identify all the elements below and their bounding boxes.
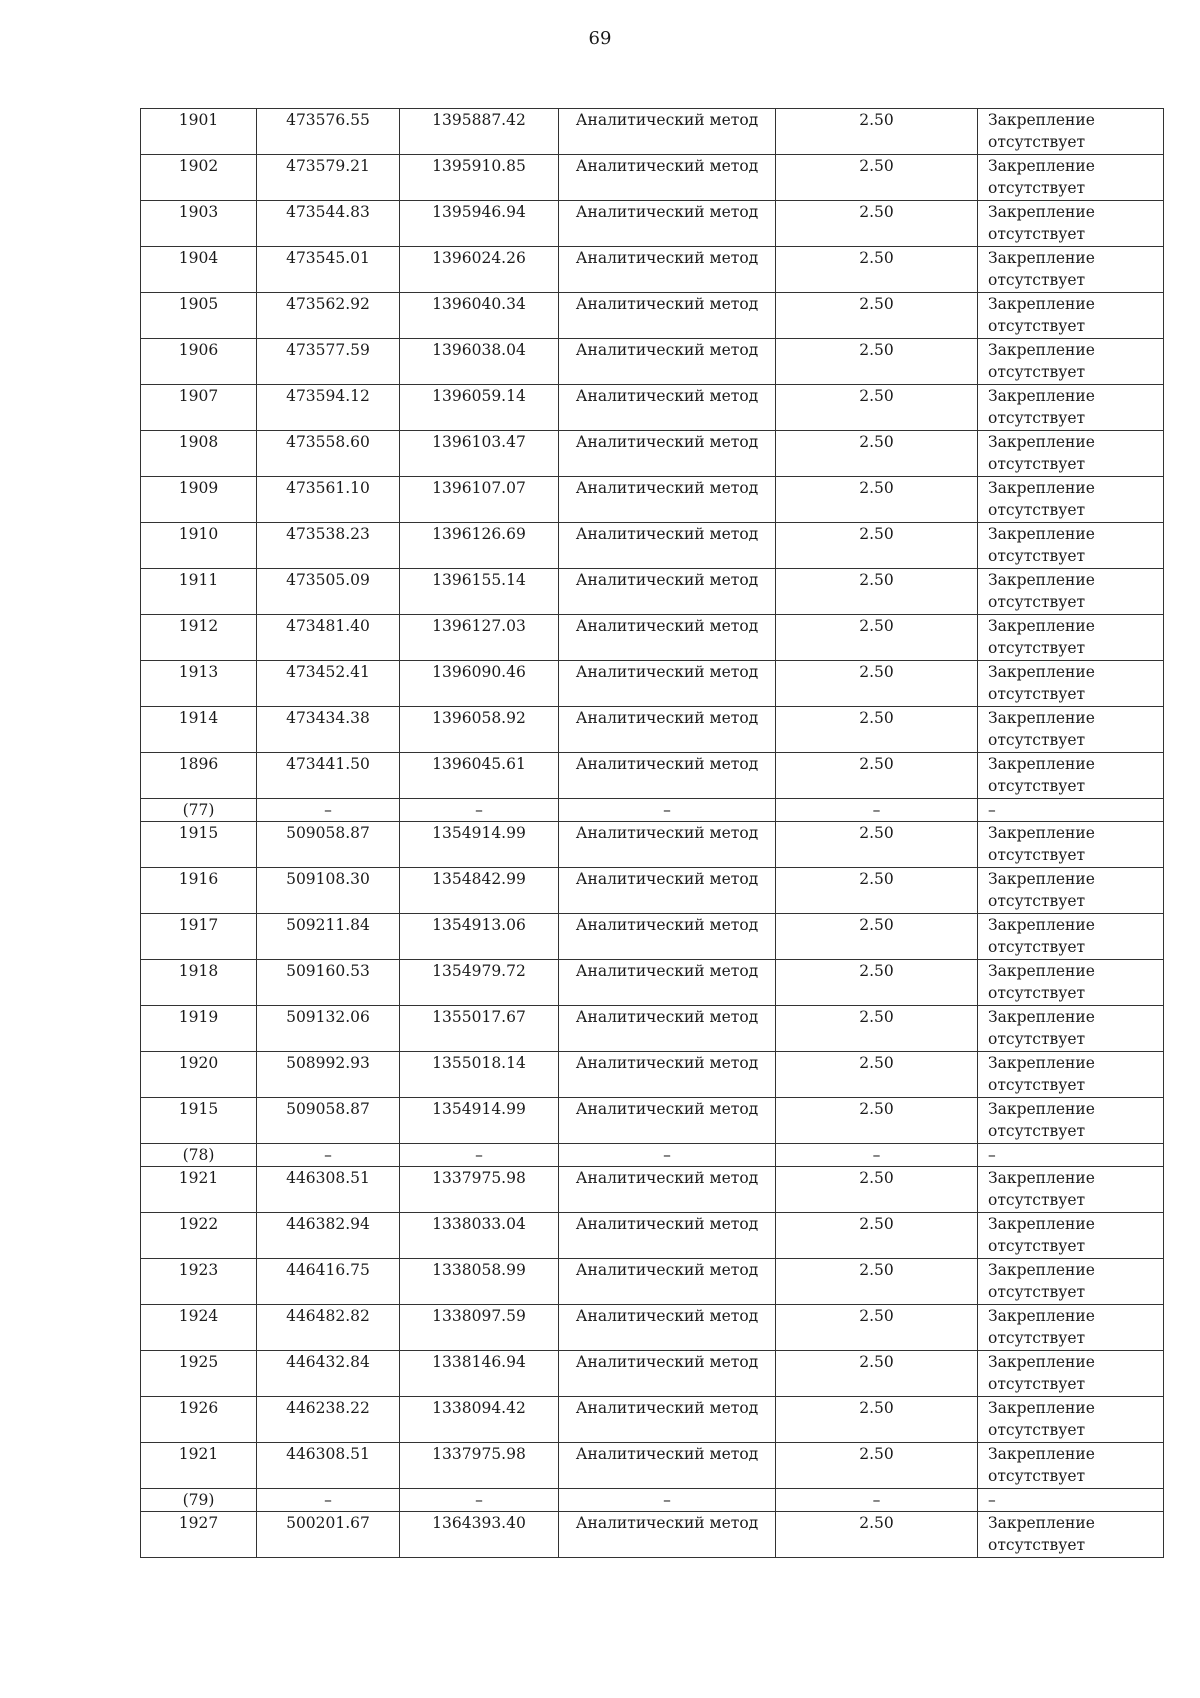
method-cell: Аналитический метод <box>559 477 776 523</box>
fixing-status-cell: Закрепление отсутствует <box>978 1305 1164 1351</box>
method-cell: Аналитический метод <box>559 914 776 960</box>
accuracy-cell: 2.50 <box>776 1052 978 1098</box>
fixing-status-cell: Закрепление отсутствует <box>978 1098 1164 1144</box>
point-id-cell: 1904 <box>141 247 257 293</box>
accuracy-cell: 2.50 <box>776 431 978 477</box>
method-cell: Аналитический метод <box>559 1305 776 1351</box>
accuracy-cell: 2.50 <box>776 707 978 753</box>
contour-separator-row <box>141 1144 1164 1167</box>
contour-separator-row <box>141 799 1164 822</box>
method-cell: Аналитический метод <box>559 1006 776 1052</box>
table-row <box>141 1305 1164 1351</box>
accuracy-cell: 2.50 <box>776 339 978 385</box>
table-row <box>141 914 1164 960</box>
method-cell: Аналитический метод <box>559 1098 776 1144</box>
accuracy-cell: 2.50 <box>776 753 978 799</box>
fixing-status-cell: Закрепление отсутствует <box>978 1259 1164 1305</box>
y-coordinate-cell: 1354914.99 <box>400 1098 559 1144</box>
method-cell: Аналитический метод <box>559 615 776 661</box>
point-id-cell: 1922 <box>141 1213 257 1259</box>
x-coordinate-cell: 473538.23 <box>257 523 400 569</box>
accuracy-cell: 2.50 <box>776 615 978 661</box>
x-coordinate-cell: 509108.30 <box>257 868 400 914</box>
fixing-status-cell: Закрепление отсутствует <box>978 914 1164 960</box>
x-coordinate-cell: 473577.59 <box>257 339 400 385</box>
point-id-cell: (78) <box>141 1144 257 1167</box>
x-coordinate-cell: 473558.60 <box>257 431 400 477</box>
x-coordinate-cell: 446308.51 <box>257 1443 400 1489</box>
method-cell: – <box>559 799 776 822</box>
accuracy-cell: 2.50 <box>776 523 978 569</box>
coordinates-table <box>140 108 1164 1558</box>
accuracy-cell: 2.50 <box>776 914 978 960</box>
accuracy-cell: 2.50 <box>776 293 978 339</box>
x-coordinate-cell: 473561.10 <box>257 477 400 523</box>
table-row <box>141 661 1164 707</box>
x-coordinate-cell: 473544.83 <box>257 201 400 247</box>
table-row <box>141 569 1164 615</box>
point-id-cell: 1907 <box>141 385 257 431</box>
y-coordinate-cell: 1396040.34 <box>400 293 559 339</box>
fixing-status-cell: Закрепление отсутствует <box>978 822 1164 868</box>
x-coordinate-cell: 446308.51 <box>257 1167 400 1213</box>
fixing-status-cell: Закрепление отсутствует <box>978 431 1164 477</box>
point-id-cell: 1921 <box>141 1167 257 1213</box>
table-row <box>141 1443 1164 1489</box>
method-cell: Аналитический метод <box>559 960 776 1006</box>
table-row <box>141 109 1164 155</box>
method-cell: Аналитический метод <box>559 109 776 155</box>
accuracy-cell: 2.50 <box>776 868 978 914</box>
y-coordinate-cell: 1338033.04 <box>400 1213 559 1259</box>
method-cell: Аналитический метод <box>559 247 776 293</box>
point-id-cell: 1915 <box>141 1098 257 1144</box>
accuracy-cell: 2.50 <box>776 960 978 1006</box>
table-row <box>141 1098 1164 1144</box>
y-coordinate-cell: 1396127.03 <box>400 615 559 661</box>
x-coordinate-cell: 509058.87 <box>257 1098 400 1144</box>
y-coordinate-cell: 1396126.69 <box>400 523 559 569</box>
y-coordinate-cell: 1396058.92 <box>400 707 559 753</box>
method-cell: – <box>559 1489 776 1512</box>
y-coordinate-cell: 1338146.94 <box>400 1351 559 1397</box>
fixing-status-cell: Закрепление отсутствует <box>978 615 1164 661</box>
x-coordinate-cell: 473576.55 <box>257 109 400 155</box>
point-id-cell: 1925 <box>141 1351 257 1397</box>
y-coordinate-cell: 1355018.14 <box>400 1052 559 1098</box>
x-coordinate-cell: 473434.38 <box>257 707 400 753</box>
x-coordinate-cell: – <box>257 1144 400 1167</box>
x-coordinate-cell: 446382.94 <box>257 1213 400 1259</box>
table-row <box>141 1259 1164 1305</box>
point-id-cell: 1912 <box>141 615 257 661</box>
y-coordinate-cell: 1337975.98 <box>400 1443 559 1489</box>
accuracy-cell: – <box>776 799 978 822</box>
method-cell: Аналитический метод <box>559 201 776 247</box>
fixing-status-cell: Закрепление отсутствует <box>978 155 1164 201</box>
accuracy-cell: 2.50 <box>776 1213 978 1259</box>
x-coordinate-cell: 473441.50 <box>257 753 400 799</box>
method-cell: Аналитический метод <box>559 569 776 615</box>
accuracy-cell: 2.50 <box>776 1006 978 1052</box>
fixing-status-cell: Закрепление отсутствует <box>978 293 1164 339</box>
coordinates-table-body <box>141 109 1164 1558</box>
point-id-cell: 1911 <box>141 569 257 615</box>
fixing-status-cell: – <box>978 1144 1164 1167</box>
method-cell: Аналитический метод <box>559 339 776 385</box>
point-id-cell: 1916 <box>141 868 257 914</box>
y-coordinate-cell: 1364393.40 <box>400 1512 559 1558</box>
method-cell: Аналитический метод <box>559 1052 776 1098</box>
point-id-cell: 1901 <box>141 109 257 155</box>
method-cell: Аналитический метод <box>559 1397 776 1443</box>
y-coordinate-cell: 1396103.47 <box>400 431 559 477</box>
fixing-status-cell: Закрепление отсутствует <box>978 569 1164 615</box>
accuracy-cell: – <box>776 1144 978 1167</box>
point-id-cell: (77) <box>141 799 257 822</box>
y-coordinate-cell: 1337975.98 <box>400 1167 559 1213</box>
point-id-cell: 1910 <box>141 523 257 569</box>
x-coordinate-cell: 473545.01 <box>257 247 400 293</box>
point-id-cell: 1896 <box>141 753 257 799</box>
point-id-cell: 1927 <box>141 1512 257 1558</box>
method-cell: Аналитический метод <box>559 753 776 799</box>
table-row <box>141 523 1164 569</box>
point-id-cell: 1914 <box>141 707 257 753</box>
x-coordinate-cell: 446482.82 <box>257 1305 400 1351</box>
point-id-cell: 1924 <box>141 1305 257 1351</box>
table-row <box>141 1052 1164 1098</box>
table-row <box>141 1512 1164 1558</box>
accuracy-cell: 2.50 <box>776 201 978 247</box>
x-coordinate-cell: 509211.84 <box>257 914 400 960</box>
point-id-cell: 1905 <box>141 293 257 339</box>
y-coordinate-cell: – <box>400 799 559 822</box>
table-row <box>141 201 1164 247</box>
fixing-status-cell: Закрепление отсутствует <box>978 1006 1164 1052</box>
x-coordinate-cell: – <box>257 799 400 822</box>
method-cell: Аналитический метод <box>559 707 776 753</box>
y-coordinate-cell: 1396155.14 <box>400 569 559 615</box>
method-cell: – <box>559 1144 776 1167</box>
method-cell: Аналитический метод <box>559 431 776 477</box>
method-cell: Аналитический метод <box>559 868 776 914</box>
point-id-cell: 1918 <box>141 960 257 1006</box>
method-cell: Аналитический метод <box>559 523 776 569</box>
method-cell: Аналитический метод <box>559 293 776 339</box>
accuracy-cell: 2.50 <box>776 155 978 201</box>
method-cell: Аналитический метод <box>559 385 776 431</box>
x-coordinate-cell: 473505.09 <box>257 569 400 615</box>
x-coordinate-cell: 508992.93 <box>257 1052 400 1098</box>
accuracy-cell: 2.50 <box>776 385 978 431</box>
y-coordinate-cell: 1354913.06 <box>400 914 559 960</box>
page-number: 69 <box>588 28 612 49</box>
point-id-cell: 1921 <box>141 1443 257 1489</box>
x-coordinate-cell: 473579.21 <box>257 155 400 201</box>
table-row <box>141 293 1164 339</box>
accuracy-cell: 2.50 <box>776 661 978 707</box>
table-row <box>141 339 1164 385</box>
y-coordinate-cell: 1396059.14 <box>400 385 559 431</box>
table-row <box>141 753 1164 799</box>
accuracy-cell: 2.50 <box>776 822 978 868</box>
x-coordinate-cell: 509160.53 <box>257 960 400 1006</box>
table-row <box>141 1213 1164 1259</box>
fixing-status-cell: Закрепление отсутствует <box>978 109 1164 155</box>
y-coordinate-cell: – <box>400 1144 559 1167</box>
fixing-status-cell: Закрепление отсутствует <box>978 1397 1164 1443</box>
point-id-cell: 1908 <box>141 431 257 477</box>
fixing-status-cell: Закрепление отсутствует <box>978 1443 1164 1489</box>
x-coordinate-cell: – <box>257 1489 400 1512</box>
table-row <box>141 1351 1164 1397</box>
point-id-cell: 1926 <box>141 1397 257 1443</box>
x-coordinate-cell: 473562.92 <box>257 293 400 339</box>
y-coordinate-cell: 1395946.94 <box>400 201 559 247</box>
point-id-cell: 1906 <box>141 339 257 385</box>
fixing-status-cell: Закрепление отсутствует <box>978 1052 1164 1098</box>
x-coordinate-cell: 473481.40 <box>257 615 400 661</box>
table-row <box>141 960 1164 1006</box>
fixing-status-cell: Закрепление отсутствует <box>978 1351 1164 1397</box>
method-cell: Аналитический метод <box>559 1443 776 1489</box>
table-row <box>141 707 1164 753</box>
accuracy-cell: 2.50 <box>776 569 978 615</box>
y-coordinate-cell: 1395887.42 <box>400 109 559 155</box>
accuracy-cell: 2.50 <box>776 1167 978 1213</box>
y-coordinate-cell: 1396090.46 <box>400 661 559 707</box>
fixing-status-cell: Закрепление отсутствует <box>978 1167 1164 1213</box>
point-id-cell: 1909 <box>141 477 257 523</box>
y-coordinate-cell: 1355017.67 <box>400 1006 559 1052</box>
fixing-status-cell: Закрепление отсутствует <box>978 1213 1164 1259</box>
point-id-cell: 1923 <box>141 1259 257 1305</box>
accuracy-cell: 2.50 <box>776 247 978 293</box>
accuracy-cell: 2.50 <box>776 1259 978 1305</box>
y-coordinate-cell: 1338094.42 <box>400 1397 559 1443</box>
point-id-cell: 1917 <box>141 914 257 960</box>
accuracy-cell: 2.50 <box>776 1443 978 1489</box>
y-coordinate-cell: 1396107.07 <box>400 477 559 523</box>
fixing-status-cell: Закрепление отсутствует <box>978 960 1164 1006</box>
x-coordinate-cell: 446416.75 <box>257 1259 400 1305</box>
table-row <box>141 385 1164 431</box>
x-coordinate-cell: 509132.06 <box>257 1006 400 1052</box>
accuracy-cell: 2.50 <box>776 477 978 523</box>
fixing-status-cell: Закрепление отсутствует <box>978 477 1164 523</box>
table-row <box>141 1397 1164 1443</box>
fixing-status-cell: – <box>978 1489 1164 1512</box>
table-row <box>141 477 1164 523</box>
table-row <box>141 431 1164 477</box>
table-row <box>141 155 1164 201</box>
method-cell: Аналитический метод <box>559 1259 776 1305</box>
method-cell: Аналитический метод <box>559 155 776 201</box>
y-coordinate-cell: 1338097.59 <box>400 1305 559 1351</box>
method-cell: Аналитический метод <box>559 822 776 868</box>
fixing-status-cell: Закрепление отсутствует <box>978 661 1164 707</box>
y-coordinate-cell: 1354979.72 <box>400 960 559 1006</box>
accuracy-cell: 2.50 <box>776 1512 978 1558</box>
y-coordinate-cell: 1354914.99 <box>400 822 559 868</box>
table-row <box>141 247 1164 293</box>
y-coordinate-cell: – <box>400 1489 559 1512</box>
y-coordinate-cell: 1396045.61 <box>400 753 559 799</box>
point-id-cell: 1903 <box>141 201 257 247</box>
fixing-status-cell: Закрепление отсутствует <box>978 201 1164 247</box>
method-cell: Аналитический метод <box>559 1351 776 1397</box>
method-cell: Аналитический метод <box>559 1167 776 1213</box>
table-row <box>141 868 1164 914</box>
x-coordinate-cell: 446238.22 <box>257 1397 400 1443</box>
fixing-status-cell: Закрепление отсутствует <box>978 753 1164 799</box>
point-id-cell: 1913 <box>141 661 257 707</box>
fixing-status-cell: Закрепление отсутствует <box>978 707 1164 753</box>
accuracy-cell: 2.50 <box>776 1397 978 1443</box>
method-cell: Аналитический метод <box>559 1213 776 1259</box>
table-row <box>141 1167 1164 1213</box>
fixing-status-cell: – <box>978 799 1164 822</box>
x-coordinate-cell: 500201.67 <box>257 1512 400 1558</box>
fixing-status-cell: Закрепление отсутствует <box>978 868 1164 914</box>
y-coordinate-cell: 1396038.04 <box>400 339 559 385</box>
accuracy-cell: 2.50 <box>776 1305 978 1351</box>
fixing-status-cell: Закрепление отсутствует <box>978 1512 1164 1558</box>
y-coordinate-cell: 1396024.26 <box>400 247 559 293</box>
point-id-cell: 1902 <box>141 155 257 201</box>
x-coordinate-cell: 473594.12 <box>257 385 400 431</box>
table-row <box>141 615 1164 661</box>
accuracy-cell: 2.50 <box>776 1098 978 1144</box>
table-row <box>141 822 1164 868</box>
fixing-status-cell: Закрепление отсутствует <box>978 247 1164 293</box>
point-id-cell: 1915 <box>141 822 257 868</box>
y-coordinate-cell: 1395910.85 <box>400 155 559 201</box>
y-coordinate-cell: 1338058.99 <box>400 1259 559 1305</box>
y-coordinate-cell: 1354842.99 <box>400 868 559 914</box>
method-cell: Аналитический метод <box>559 1512 776 1558</box>
accuracy-cell: 2.50 <box>776 109 978 155</box>
contour-separator-row <box>141 1489 1164 1512</box>
point-id-cell: (79) <box>141 1489 257 1512</box>
table-row <box>141 1006 1164 1052</box>
x-coordinate-cell: 446432.84 <box>257 1351 400 1397</box>
x-coordinate-cell: 509058.87 <box>257 822 400 868</box>
point-id-cell: 1920 <box>141 1052 257 1098</box>
x-coordinate-cell: 473452.41 <box>257 661 400 707</box>
fixing-status-cell: Закрепление отсутствует <box>978 339 1164 385</box>
point-id-cell: 1919 <box>141 1006 257 1052</box>
accuracy-cell: 2.50 <box>776 1351 978 1397</box>
fixing-status-cell: Закрепление отсутствует <box>978 385 1164 431</box>
accuracy-cell: – <box>776 1489 978 1512</box>
method-cell: Аналитический метод <box>559 661 776 707</box>
fixing-status-cell: Закрепление отсутствует <box>978 523 1164 569</box>
